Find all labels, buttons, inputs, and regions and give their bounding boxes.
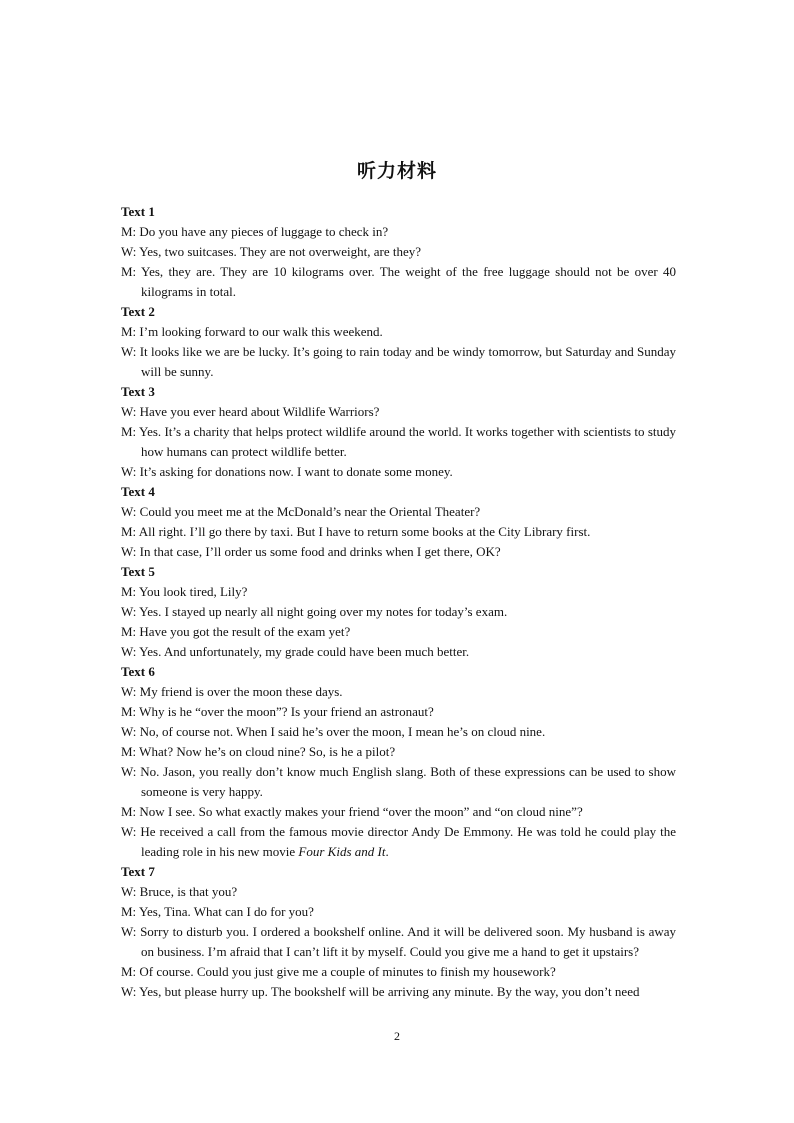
dialogue-line: M: Do you have any pieces of luggage to check in?	[121, 224, 389, 239]
dialogue-line: M: Yes, they are. They are 10 kilograms over. The weight of the free luggage should not be over 40 kilograms in total.	[121, 264, 676, 299]
dialogue-line: W: Yes, but please hurry up. The bookshelf will be arriving any minute. By the way, you don’t need	[121, 984, 640, 999]
dialogue-line	[121, 822, 676, 862]
dialogue-line: W: In that case, I’ll order us some food and drinks when I get there, OK?	[121, 544, 501, 559]
movie-title: Four Kids and It	[298, 844, 386, 859]
dialogue-line: W: No, of course not. When I said he’s over the moon, I mean he’s on cloud nine.	[121, 724, 546, 739]
dialogue-line: M: What? Now he’s on cloud nine? So, is he a pilot?	[121, 744, 396, 759]
dialogue-line: W: My friend is over the moon these days.	[121, 684, 343, 699]
dialogue-line: W: It looks like we are be lucky. It’s going to rain today and be windy tomorrow, but Saturday and Sunday will be sunny.	[121, 344, 676, 379]
dialogue-text: W: He received a call from the famous movie director Andy De Emmony. He was told he could play the leading role in his new movie	[121, 824, 676, 859]
page-number: 2	[394, 1029, 400, 1043]
section-heading: Text 7	[121, 864, 155, 879]
section-heading: Text 5	[121, 564, 155, 579]
section-heading: Text 6	[121, 664, 155, 679]
dialogue-line: M: All right. I’ll go there by taxi. But I have to return some books at the City Library first.	[121, 524, 591, 539]
transcript-body	[121, 202, 676, 1002]
dialogue-line: W: Yes. And unfortunately, my grade could have been much better.	[121, 644, 470, 659]
section-heading: Text 1	[121, 204, 155, 219]
dialogue-line: W: Bruce, is that you?	[121, 884, 238, 899]
dialogue-line: M: Yes. It’s a charity that helps protect wildlife around the world. It works together with scientists to study how humans can protect wildlife better.	[121, 424, 676, 459]
dialogue-line: M: Why is he “over the moon”? Is your friend an astronaut?	[121, 704, 434, 719]
section-heading: Text 3	[121, 384, 155, 399]
section-heading: Text 4	[121, 484, 155, 499]
dialogue-line: M: Yes, Tina. What can I do for you?	[121, 904, 314, 919]
dialogue-line: M: Of course. Could you just give me a couple of minutes to finish my housework?	[121, 964, 556, 979]
dialogue-line: W: No. Jason, you really don’t know much English slang. Both of these expressions can be used to show someone is very happy.	[121, 764, 676, 799]
dialogue-line: M: I’m looking forward to our walk this weekend.	[121, 324, 383, 339]
dialogue-line: W: Yes, two suitcases. They are not overweight, are they?	[121, 244, 422, 259]
page-title: 听力材料	[356, 160, 437, 182]
dialogue-line: M: Have you got the result of the exam yet?	[121, 624, 351, 639]
dialogue-text-end: .	[385, 844, 389, 859]
dialogue-line: M: You look tired, Lily?	[121, 584, 248, 599]
dialogue-line: W: Have you ever heard about Wildlife Warriors?	[121, 404, 380, 419]
dialogue-line: W: It’s asking for donations now. I want to donate some money.	[121, 464, 453, 479]
dialogue-line: W: Yes. I stayed up nearly all night going over my notes for today’s exam.	[121, 604, 508, 619]
dialogue-line: W: Could you meet me at the McDonald’s near the Oriental Theater?	[121, 504, 481, 519]
dialogue-line: M: Now I see. So what exactly makes your friend “over the moon” and “on cloud nine”?	[121, 804, 583, 819]
section-heading: Text 2	[121, 304, 155, 319]
dialogue-line: W: Sorry to disturb you. I ordered a bookshelf online. And it will be delivered soon. My husband is away on business. I’m afraid that I can’t lift it by myself. Could you give me a hand to get it upstairs?	[121, 924, 676, 959]
